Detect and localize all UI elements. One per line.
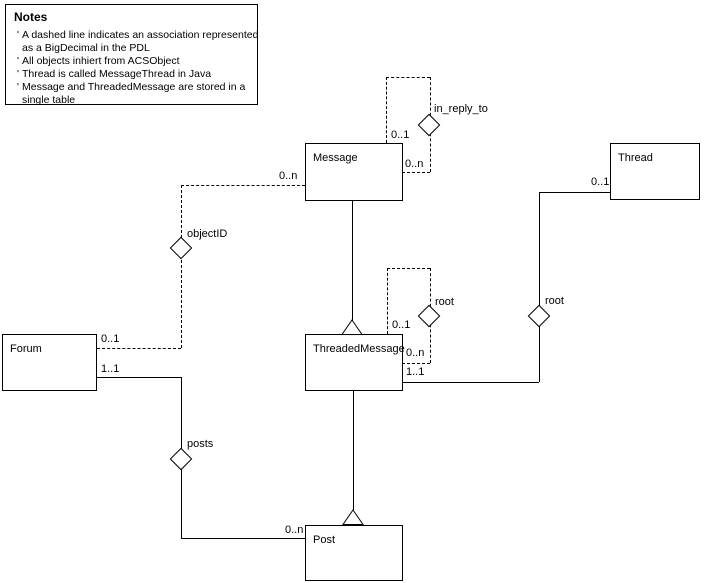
posts-diamond-icon — [170, 448, 193, 471]
entity-label: ThreadedMessage — [313, 343, 405, 355]
entity-label: Message — [313, 152, 358, 164]
note-line — [22, 42, 257, 55]
entity-threadedmessage — [305, 334, 403, 391]
root-self-association-line — [402, 363, 430, 364]
in-reply-to-diamond-icon — [418, 114, 441, 137]
entity-post — [305, 525, 403, 581]
bullet-icon: ' — [17, 55, 20, 67]
note-text: Message and ThreadedMessage are stored in a — [22, 81, 246, 93]
multiplicity-label: 1..1 — [101, 363, 120, 375]
notes-title: Notes — [14, 10, 48, 24]
bullet-icon: ' — [17, 81, 20, 93]
multiplicity-label: 0..1 — [392, 319, 411, 331]
note-text: All objects inhiert from ACSObject — [22, 55, 180, 67]
in-reply-to-association-line — [402, 172, 430, 173]
entity-label: Thread — [618, 152, 653, 164]
threadedmessage-post-generalization-line — [353, 391, 354, 510]
multiplicity-label: 0..n — [406, 347, 425, 359]
entity-forum — [2, 334, 97, 391]
note-line — [17, 55, 257, 68]
in-reply-to-association-line — [386, 77, 430, 78]
thread-root-association-line — [402, 382, 539, 383]
thread-root-diamond-icon — [528, 305, 551, 328]
multiplicity-label: 0..1 — [391, 129, 410, 141]
multiplicity-label: 1..1 — [406, 366, 425, 378]
multiplicity-label: 0..n — [285, 524, 304, 536]
association-name-root-self: root — [435, 296, 454, 308]
thread-root-association-line — [539, 192, 610, 193]
root-self-association-line — [387, 268, 430, 269]
objectid-association-line — [97, 348, 181, 349]
entity-label: Forum — [10, 343, 42, 355]
in-reply-to-association-line — [386, 77, 387, 143]
bullet-icon: ' — [17, 29, 20, 41]
objectid-diamond-icon — [170, 237, 193, 260]
multiplicity-label: 0..n — [405, 158, 424, 170]
forum-posts-association-line — [181, 538, 305, 539]
objectid-association-line — [181, 185, 182, 348]
forum-posts-association-line — [97, 377, 181, 378]
generalization-triangle-icon — [341, 319, 363, 335]
thread-root-association-line — [539, 192, 540, 382]
note-text: as a BigDecimal in the PDL — [22, 42, 150, 54]
association-name-thread-root: root — [545, 295, 564, 307]
association-name-posts: posts — [187, 438, 214, 450]
bullet-icon: ' — [17, 68, 20, 80]
association-name-in-reply-to: in_reply_to — [434, 103, 488, 115]
multiplicity-label: 0..n — [279, 170, 298, 182]
message-threadedmessage-generalization-line — [352, 201, 353, 321]
note-line — [17, 81, 257, 94]
root-self-association-line — [387, 268, 388, 334]
objectid-association-line — [181, 185, 305, 186]
note-line — [17, 29, 257, 42]
note-text: A dashed line indicates an association represented — [22, 29, 259, 41]
multiplicity-label: 0..1 — [101, 333, 120, 345]
entity-message — [305, 143, 403, 201]
multiplicity-label: 0..1 — [591, 176, 610, 188]
note-line — [22, 94, 257, 107]
entity-label: Post — [313, 534, 336, 546]
generalization-triangle-icon — [342, 509, 364, 525]
note-line — [17, 68, 257, 81]
notes-box — [5, 4, 258, 105]
note-text: Thread is called MessageThread in Java — [22, 68, 212, 80]
entity-thread — [610, 143, 700, 200]
root-self-diamond-icon — [418, 305, 441, 328]
note-text: single table — [22, 94, 76, 106]
association-name-objectid: objectID — [187, 228, 228, 240]
